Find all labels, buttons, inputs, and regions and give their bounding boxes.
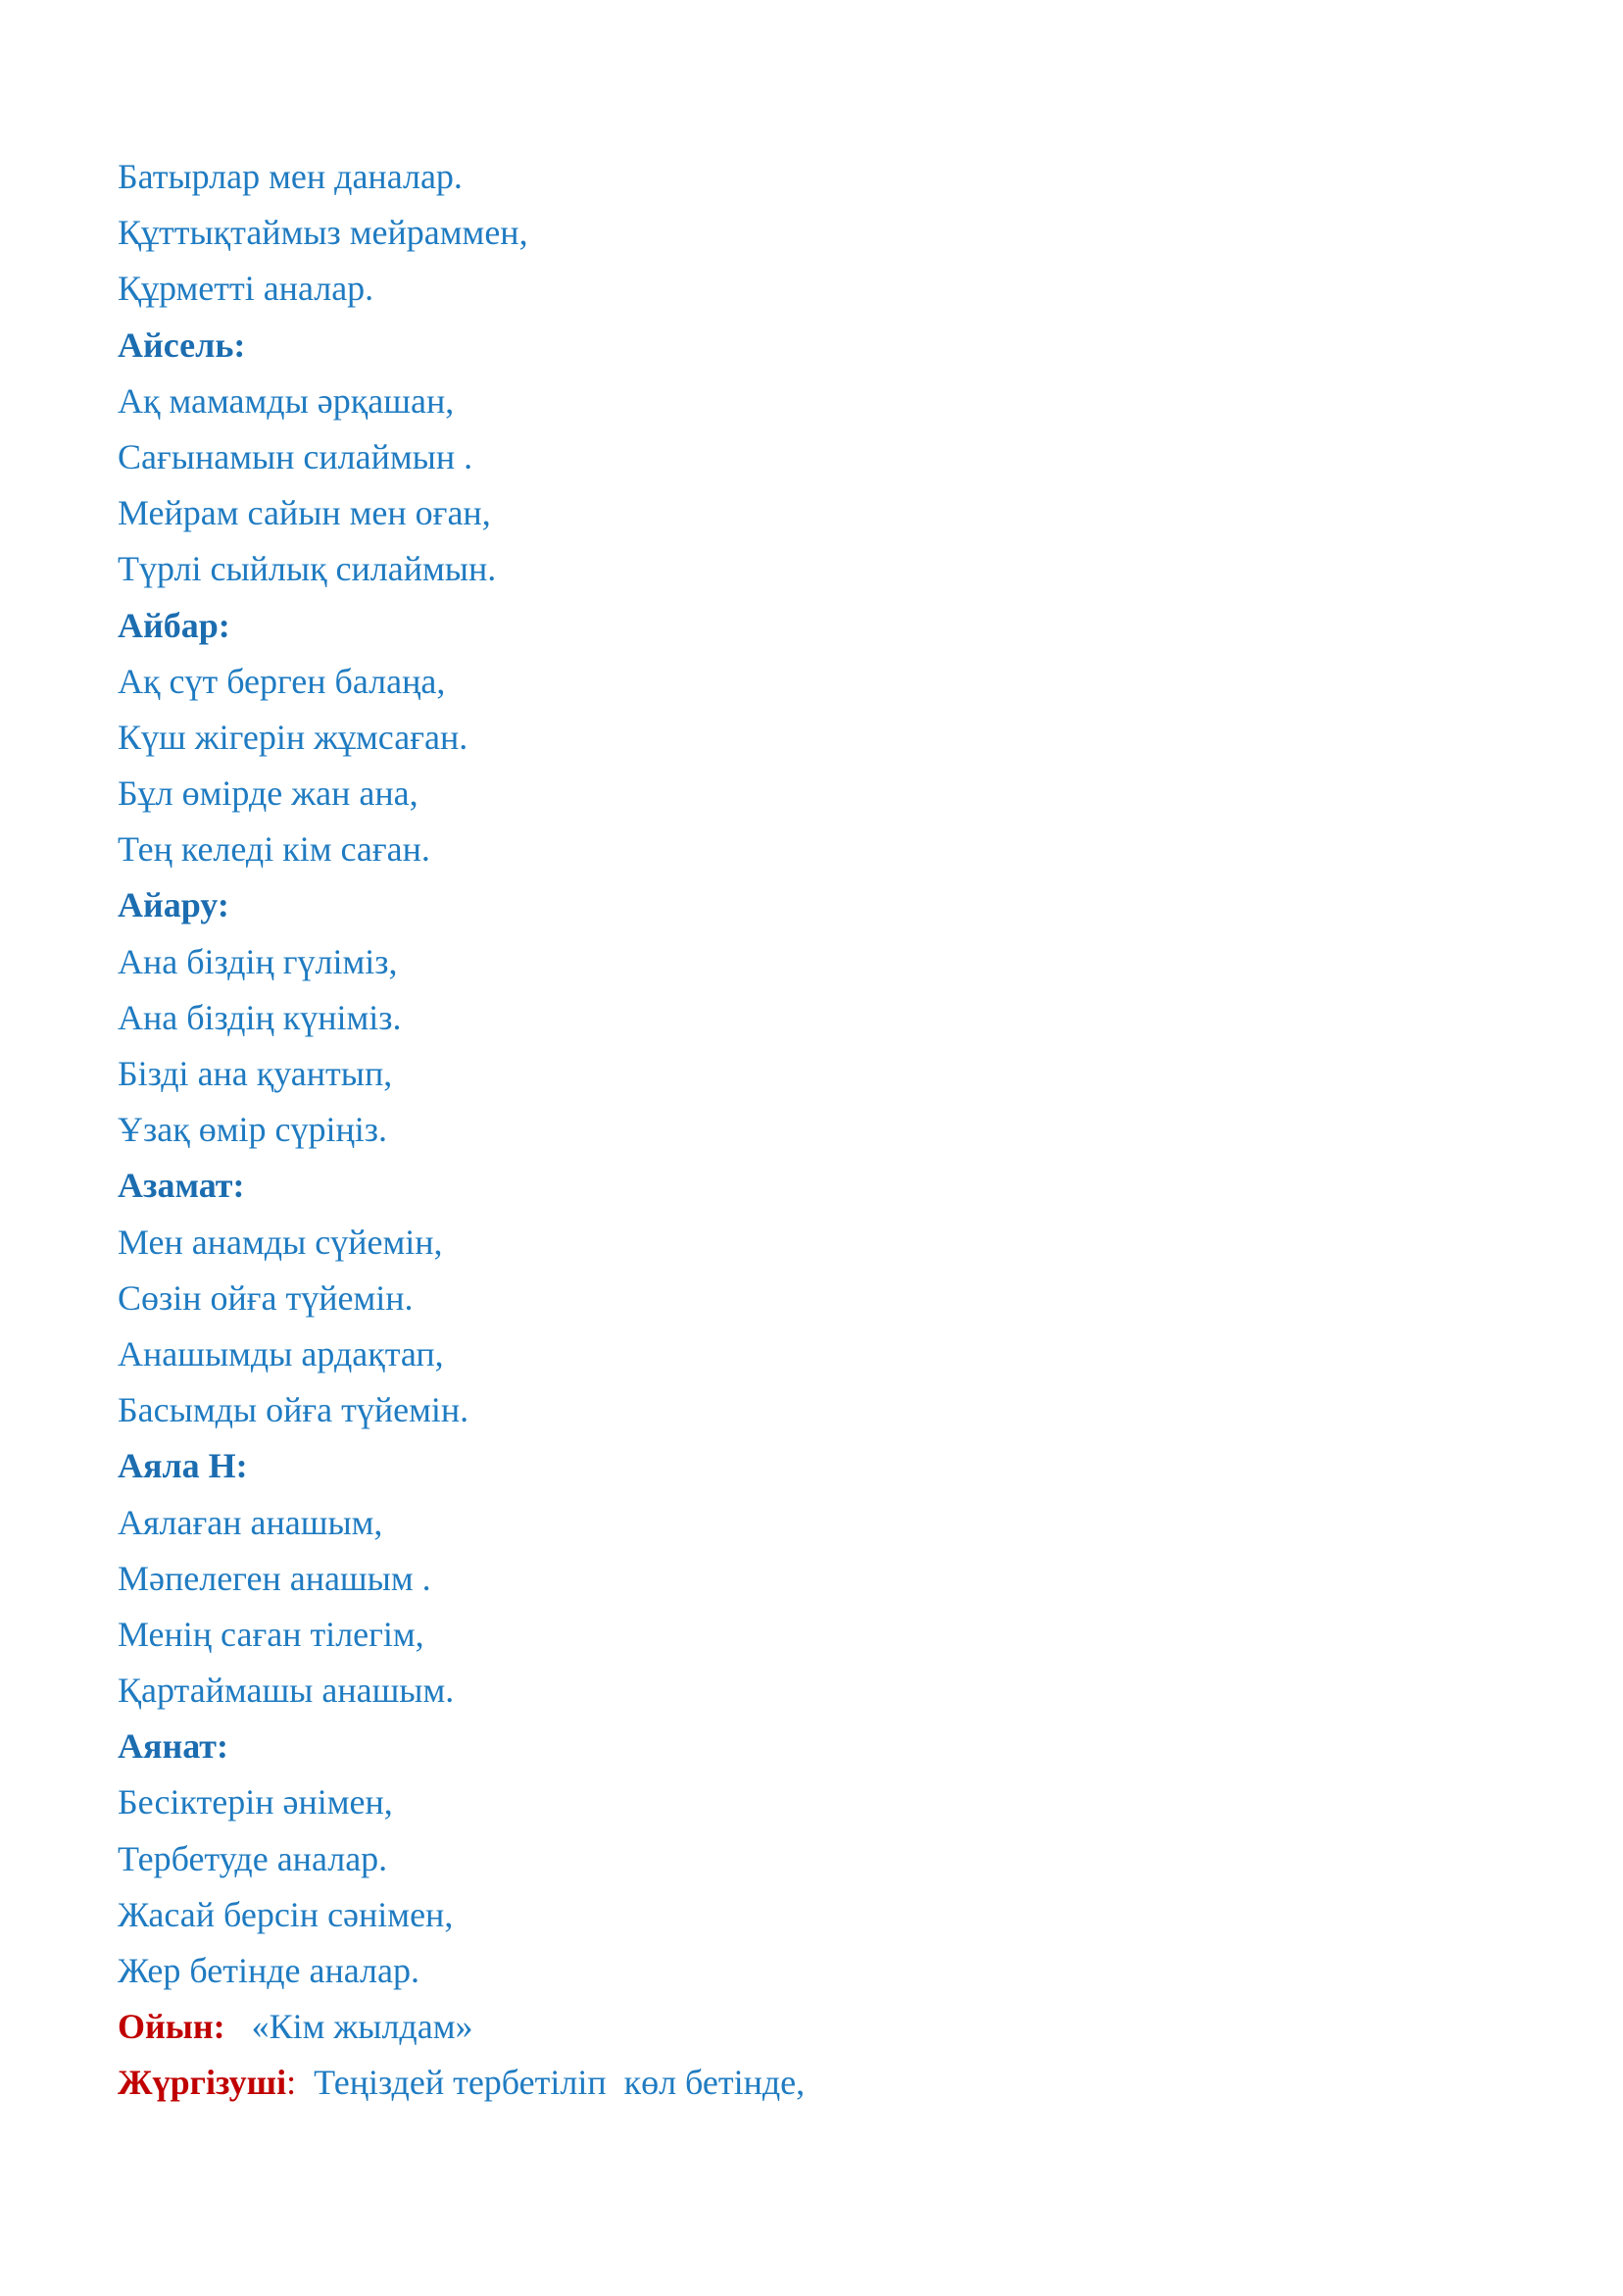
verse-line: Жер бетінде аналар. bbox=[118, 1951, 420, 1990]
host-text: Теңіздей тербетіліп көл бетінде, bbox=[296, 2063, 806, 2103]
host-label-colon: : bbox=[286, 2063, 297, 2103]
verse-line: Жасай берсін сәнімен, bbox=[118, 1894, 454, 1934]
verse-line: Күш жігерін жұмсаған. bbox=[118, 717, 468, 757]
verse-line: Сөзін ойға түйемін. bbox=[118, 1277, 414, 1318]
verse-line: Мен анамды сүйемін, bbox=[118, 1222, 443, 1262]
game-line bbox=[118, 1999, 1490, 2055]
verse-line: Ұзақ өмір сүріңіз. bbox=[118, 1110, 387, 1150]
verse-line: Құрметті аналар. bbox=[118, 269, 374, 309]
verse-line: Құттықтаймыз мейраммен, bbox=[118, 213, 528, 253]
verse-line: Сағынамын силаймын . bbox=[118, 436, 473, 476]
verse-line: Менің саған тілегім, bbox=[118, 1614, 424, 1654]
game-title: «Кім жылдам» bbox=[224, 2007, 473, 2047]
host-label: Жүргізуші bbox=[118, 2063, 287, 2103]
verse-line: Ана біздің күніміз. bbox=[118, 997, 402, 1037]
speaker-name: Айару: bbox=[118, 885, 229, 925]
verse-line: Бізді ана қуантып, bbox=[118, 1054, 393, 1093]
speaker-name: Аянат: bbox=[118, 1726, 228, 1767]
verse-line: Батырлар мен даналар. bbox=[118, 157, 463, 196]
verse-line: Ана біздің гүліміз, bbox=[118, 941, 398, 981]
verse-line: Аялаған анашым, bbox=[118, 1502, 383, 1542]
poem-blocks bbox=[118, 149, 1490, 1999]
verse-line: Ақ сүт берген балаңа, bbox=[118, 661, 446, 701]
speaker-name: Азамат: bbox=[118, 1166, 245, 1206]
poem-content bbox=[118, 149, 1490, 2112]
verse-line: Бесіктерін әнімен, bbox=[118, 1782, 393, 1822]
verse-line: Ақ мамамды әрқашан, bbox=[118, 380, 455, 421]
verse-line: Анашымды ардақтап, bbox=[118, 1333, 444, 1373]
verse-line: Бұл өмірде жан ана, bbox=[118, 774, 418, 814]
speaker-name: Аяла Н: bbox=[118, 1446, 248, 1486]
host-line bbox=[118, 2055, 1490, 2111]
verse-line: Тербетуде аналар. bbox=[118, 1838, 388, 1878]
speaker-name: Айбар: bbox=[118, 605, 230, 645]
verse-line: Басымды ойға түйемін. bbox=[118, 1390, 469, 1430]
game-label: Ойын: bbox=[118, 2007, 225, 2047]
verse-line: Қартаймашы анашым. bbox=[118, 1671, 455, 1711]
speaker-name: Айсель: bbox=[118, 324, 246, 365]
verse-line: Тең келеді кім саған. bbox=[118, 829, 430, 870]
verse-line: Түрлі сыйлық силаймын. bbox=[118, 549, 497, 589]
verse-line: Мейрам сайын мен оған, bbox=[118, 493, 491, 533]
verse-line: Мәпелеген анашым . bbox=[118, 1558, 431, 1598]
